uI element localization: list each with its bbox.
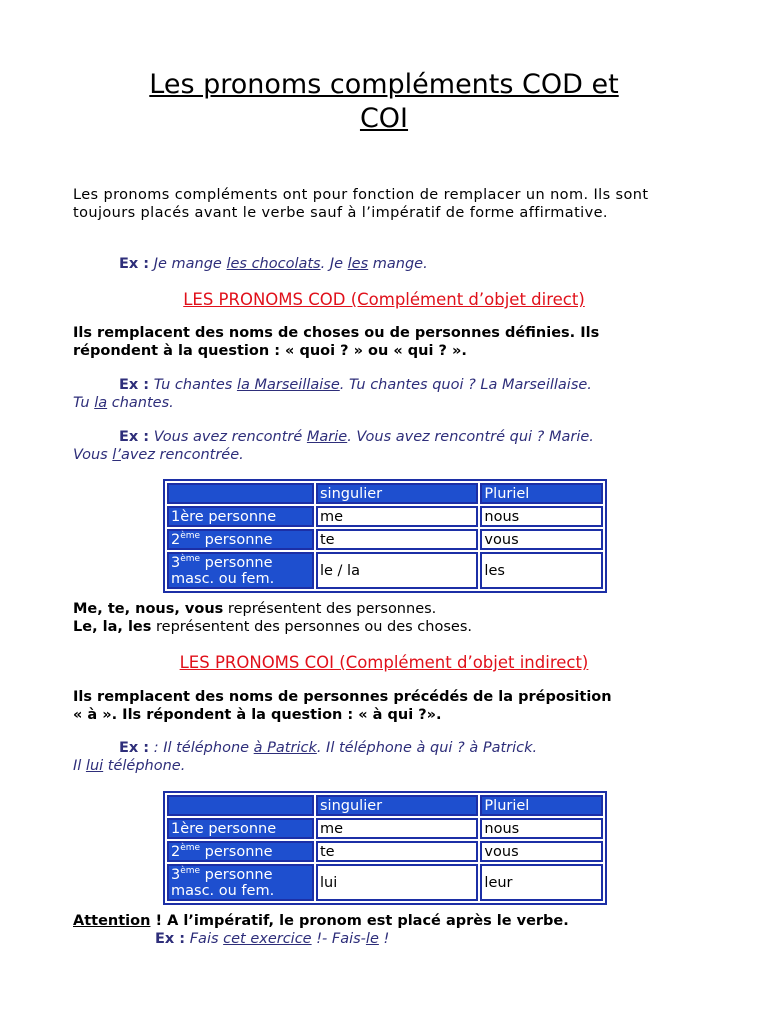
example-3: Ex : Vous avez rencontré Marie. Vous avez rencontré qui ? Marie. Vous l’avez rencontrée. bbox=[73, 429, 594, 463]
table-row: 1ère personne me nous bbox=[167, 506, 603, 527]
example-2: Ex : Tu chantes la Marseillaise. Tu chantes quoi ? La Marseillaise. Tu la chantes. bbox=[73, 377, 592, 411]
cod-notes: Me, te, nous, vous représentent des personnes. Le, la, les représentent des personnes ou des choses. bbox=[73, 601, 472, 635]
example-5: Ex : Fais cet exercice !- Fais-le ! bbox=[155, 931, 390, 947]
attention-note: Attention ! A l’impératif, le pronom est placé après le verbe. bbox=[73, 913, 569, 929]
coi-description: Ils remplacent des noms de personnes précédés de la préposition « à ». Ils répondent à la question : « à qui ?». bbox=[73, 689, 612, 723]
page-title bbox=[0, 68, 768, 136]
intro-paragraph: Les pronoms compléments ont pour fonction de remplacer un nom. Ils sont toujours placés avant le verbe sauf à l’impératif de forme affirmative. bbox=[73, 187, 649, 221]
table-row: 2ème personne te vous bbox=[167, 529, 603, 550]
coi-pronoun-table bbox=[163, 791, 607, 905]
title-line-2: COI bbox=[359, 103, 409, 134]
ex-label: Ex : bbox=[119, 256, 150, 272]
coi-heading: LES PRONOMS COI (Complément d’objet indirect) bbox=[179, 653, 589, 672]
cod-description: Ils remplacent des noms de choses ou de personnes définies. Ils répondent à la question : « quoi ? » ou « qui ? ». bbox=[73, 325, 600, 359]
table-row: 3ème personne masc. ou fem. lui leur bbox=[167, 864, 603, 901]
title-line-1: Les pronoms compléments COD et bbox=[149, 69, 619, 100]
table-row: 3ème personne masc. ou fem. le / la les bbox=[167, 552, 603, 589]
table-header-row: singulier Pluriel bbox=[167, 483, 603, 504]
example-4: Ex : : Il téléphone à Patrick. Il téléphone à qui ? à Patrick. Il lui téléphone. bbox=[73, 740, 538, 774]
table-header-row: singulier Pluriel bbox=[167, 795, 603, 816]
cod-heading: LES PRONOMS COD (Complément d’objet direct) bbox=[183, 290, 585, 309]
table-row: 2ème personne te vous bbox=[167, 841, 603, 862]
cod-pronoun-table bbox=[163, 479, 607, 593]
example-1: Ex : Je mange les chocolats. Je les mange. bbox=[119, 256, 428, 272]
table-row: 1ère personne me nous bbox=[167, 818, 603, 839]
attention-word: Attention bbox=[73, 913, 151, 929]
